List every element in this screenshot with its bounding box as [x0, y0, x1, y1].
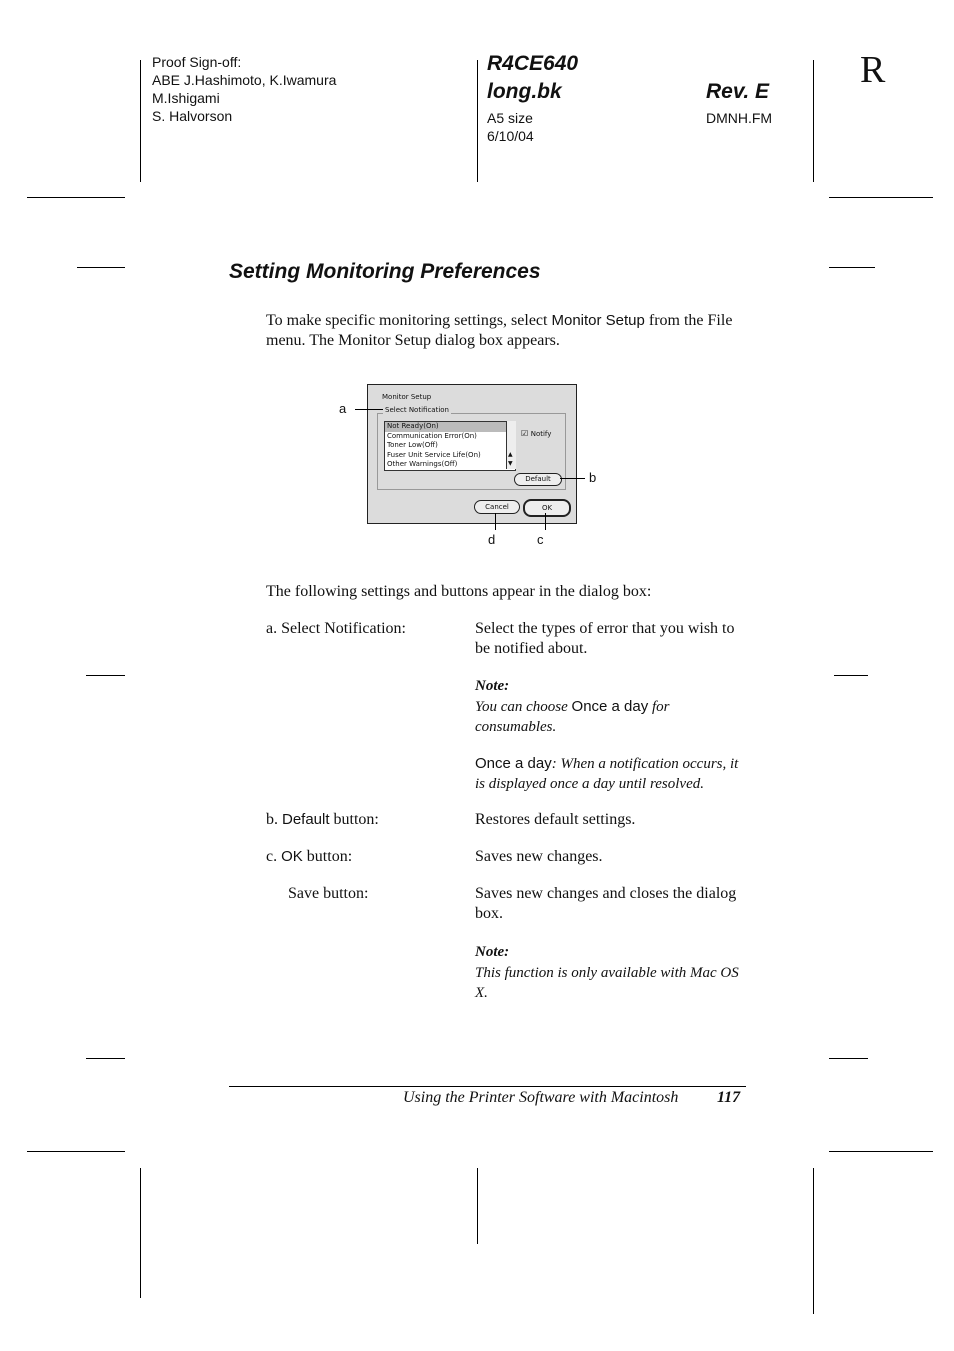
callout-a: a [339, 401, 347, 416]
crop-mark [813, 60, 814, 182]
corner-letter: R [860, 49, 886, 91]
crop-mark [27, 197, 125, 198]
note-detail: Once a day: When a notification occurs, it is displayed once a day until resolved. [475, 755, 739, 792]
note-text: This function is only available with Mac OS X. [475, 965, 739, 1001]
item-c-label: c. OK button: [266, 848, 353, 865]
crop-mark [829, 1058, 868, 1059]
item-a-label: a. Select Notification: [266, 620, 406, 637]
item-b-label: b. Default button: [266, 811, 379, 828]
callout-line [495, 513, 496, 530]
list-scrollbar[interactable] [506, 421, 516, 469]
crop-mark [829, 1151, 933, 1152]
crop-mark [813, 1168, 814, 1314]
dialog-title: Monitor Setup [382, 393, 432, 401]
callout-line [560, 478, 585, 479]
item-c-desc: Saves new changes. [475, 848, 603, 865]
page-size: A5 size [487, 110, 533, 126]
revision: Rev. E [706, 80, 770, 103]
save-desc: Saves new changes and closes the dialog box. [475, 885, 737, 922]
note-heading: Note: [475, 944, 510, 960]
crop-mark [477, 60, 478, 182]
notify-label: Notify [530, 430, 552, 438]
list-item[interactable]: Toner Low(Off) [387, 441, 438, 449]
callout-line [545, 513, 546, 530]
crop-mark [140, 1168, 141, 1298]
footer-text: Using the Printer Software with Macintosh [403, 1089, 679, 1106]
crop-mark [77, 267, 125, 268]
cancel-button[interactable]: Cancel [474, 500, 520, 514]
list-item[interactable]: Communication Error(On) [387, 431, 477, 440]
crop-mark [834, 675, 868, 676]
note-heading: Note: [475, 678, 510, 694]
crop-mark [86, 675, 125, 676]
crop-mark [829, 197, 933, 198]
file-name: DMNH.FM [706, 110, 773, 126]
monitor-setup-dialog [367, 384, 577, 524]
menu-item-ref: Monitor Setup [551, 312, 645, 329]
item-a-desc: Select the types of error that you wish to be notified about. [475, 620, 735, 657]
callout-d: d [488, 532, 496, 547]
crop-mark [477, 1168, 478, 1244]
page-number: 117 [717, 1089, 741, 1106]
list-item[interactable]: Other Warnings(Off) [387, 460, 458, 468]
list-item[interactable]: Not Ready(On) [385, 422, 515, 432]
scroll-up-icon[interactable]: ▲ [508, 451, 513, 458]
doc-code: R4CE640 [487, 52, 579, 75]
notify-checkbox[interactable] [521, 429, 551, 438]
crop-mark [27, 1151, 125, 1152]
list-item[interactable]: Fuser Unit Service Life(On) [387, 450, 481, 459]
section-title: Setting Monitoring Preferences [229, 260, 541, 283]
callout-b: b [589, 470, 597, 485]
callout-c: c [537, 532, 544, 547]
doc-file: long.bk [487, 80, 562, 103]
default-button[interactable]: Default [514, 473, 562, 486]
item-b-desc: Restores default settings. [475, 811, 636, 828]
group-label: Select Notification [385, 406, 449, 414]
crop-mark [140, 60, 141, 182]
callout-line [355, 409, 383, 410]
doc-date: 6/10/04 [487, 128, 534, 144]
notification-list[interactable] [384, 421, 516, 471]
checkbox-checked-icon: ☑ [521, 429, 529, 438]
intro-paragraph: To make specific monitoring settings, select Monitor Setup from the File menu. The Monitor Setup dialog box appears. [266, 312, 733, 349]
save-label: Save button: [288, 885, 369, 902]
crop-mark [829, 267, 875, 268]
crop-mark [86, 1058, 125, 1059]
ok-button[interactable]: OK [523, 499, 571, 517]
note-text: You can choose Once a day for consumables. [475, 698, 670, 735]
footer-rule [229, 1086, 746, 1087]
scroll-down-icon[interactable]: ▼ [508, 460, 513, 467]
proof-signoff: Proof Sign-off: ABE J.Hashimoto, K.Iwamura M.Ishigami S. Halvorson [152, 54, 337, 124]
settings-intro: The following settings and buttons appear in the dialog box: [266, 583, 652, 600]
